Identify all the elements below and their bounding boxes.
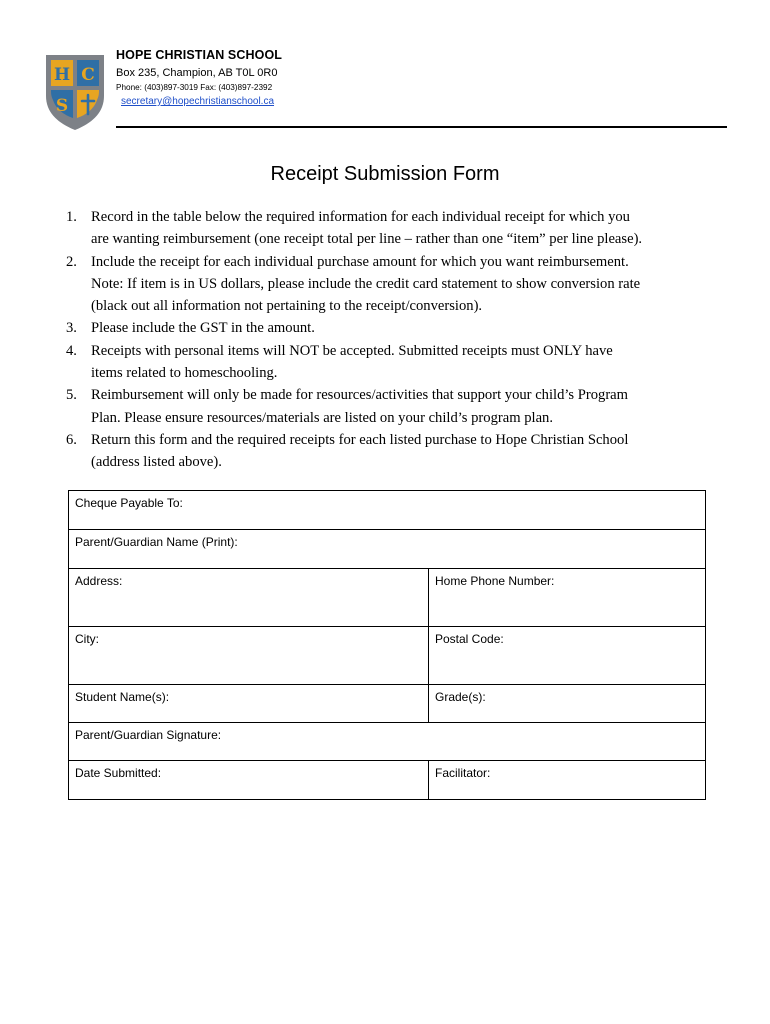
school-address: Box 235, Champion, AB T0L 0R0	[116, 67, 278, 79]
instruction-line: Note: If item is in US dollars, please include the credit card statement to show conversion rate	[91, 275, 641, 292]
instruction-line: Plan. Please ensure resources/materials are listed on your child’s program plan.	[91, 409, 553, 426]
student-names-label: Student Name(s):	[75, 690, 170, 704]
instruction-line: items related to homeschooling.	[91, 365, 278, 382]
instruction-number: 2.	[66, 253, 77, 270]
instruction-line: Return this form and the required receipts for each listed purchase to Hope Christian School	[91, 431, 629, 448]
cheque-payable-label: Cheque Payable To:	[75, 496, 183, 510]
row-city	[69, 627, 705, 685]
postal-code-label: Postal Code:	[435, 632, 504, 646]
instruction-line: Please include the GST in the amount.	[91, 320, 315, 337]
school-name: HOPE CHRISTIAN SCHOOL	[116, 48, 282, 62]
instruction-item	[66, 251, 731, 318]
instruction-line: (black out all information not pertaining to the receipt/conversion).	[91, 298, 483, 315]
facilitator-label: Facilitator:	[435, 766, 491, 780]
row-guardian-name	[69, 530, 705, 569]
school-email-link[interactable]: secretary@hopechristianschool.ca	[121, 96, 275, 107]
instruction-number: 1.	[66, 209, 77, 225]
instruction-line: Include the receipt for each individual purchase amount for which you want reimbursement.	[91, 253, 629, 270]
instruction-number: 5.	[66, 387, 77, 404]
guardian-name-label: Parent/Guardian Name (Print):	[75, 535, 238, 549]
logo-letter-c: C	[81, 65, 95, 85]
logo-letter-h: H	[53, 65, 71, 85]
student-names-field[interactable]	[69, 685, 429, 722]
instructions-list	[66, 206, 731, 474]
instruction-item	[66, 384, 731, 429]
instruction-line: Reimbursement will only be made for resources/activities that support your child’s Program	[91, 387, 629, 404]
instruction-number: 6.	[66, 431, 77, 448]
home-phone-label: Home Phone Number:	[435, 574, 555, 588]
row-date	[69, 761, 705, 799]
instruction-item	[66, 340, 731, 385]
guardian-signature-label: Parent/Guardian Signature:	[75, 728, 222, 742]
instruction-number: 3.	[66, 320, 77, 337]
header-divider	[116, 126, 727, 128]
row-student	[69, 685, 705, 723]
logo-letter-s: S	[55, 96, 69, 116]
home-phone-field[interactable]	[429, 569, 705, 626]
instruction-item	[66, 206, 731, 251]
instruction-line: Record in the table below the required information for each individual receipt for which you	[91, 209, 630, 225]
instruction-line: (address listed above).	[91, 454, 222, 471]
form-title: Receipt Submission Form	[270, 163, 500, 185]
cheque-payable-field[interactable]	[69, 491, 705, 529]
instruction-item	[66, 429, 731, 474]
date-submitted-field[interactable]	[69, 761, 429, 799]
guardian-signature-field[interactable]	[69, 723, 705, 760]
school-shield-logo	[44, 52, 106, 132]
instruction-number: 4.	[66, 342, 77, 359]
grades-field[interactable]	[429, 685, 705, 722]
row-cheque-payable	[69, 491, 705, 530]
row-signature	[69, 723, 705, 761]
submission-form-table	[68, 490, 706, 800]
facilitator-field[interactable]	[429, 761, 705, 799]
instruction-item	[66, 317, 731, 339]
city-field[interactable]	[69, 627, 429, 684]
grades-label: Grade(s):	[435, 690, 486, 704]
row-address	[69, 569, 705, 627]
address-label: Address:	[75, 574, 123, 588]
instruction-line: are wanting reimbursement (one receipt total per line – rather than one “item” per line please).	[91, 231, 643, 248]
date-submitted-label: Date Submitted:	[75, 766, 162, 780]
guardian-name-field[interactable]	[69, 530, 705, 568]
address-field[interactable]	[69, 569, 429, 626]
instruction-line: Receipts with personal items will NOT be accepted. Submitted receipts must ONLY have	[91, 342, 613, 359]
postal-code-field[interactable]	[429, 627, 705, 684]
city-label: City:	[75, 632, 99, 646]
school-phone-fax: Phone: (403)897-3019 Fax: (403)897-2392	[116, 83, 273, 92]
